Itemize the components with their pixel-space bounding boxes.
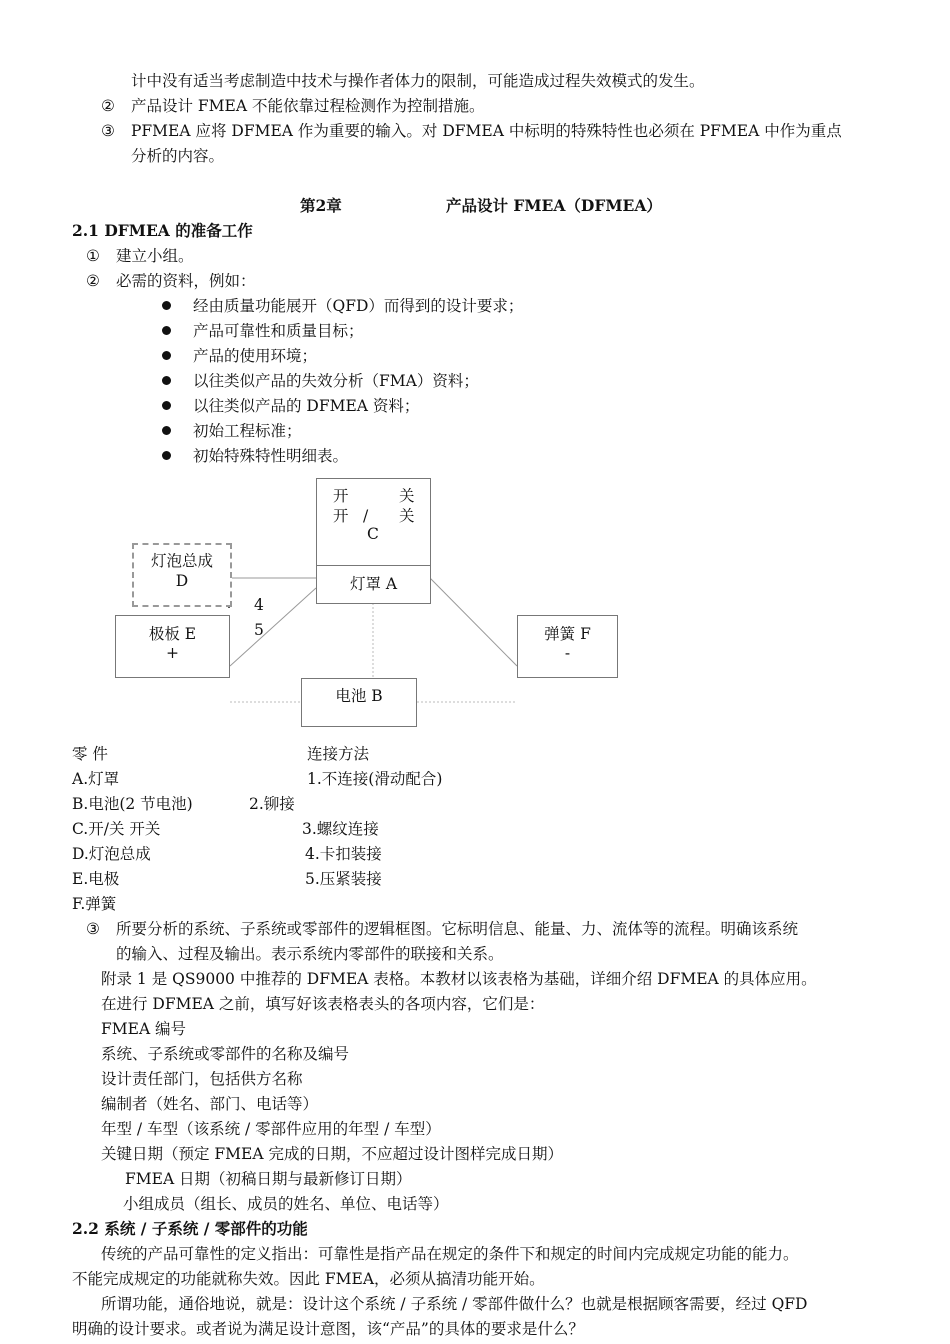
part-name: C.开/关 开关	[72, 820, 161, 838]
connection-method: 5.压紧装接	[305, 870, 382, 888]
intro-item3-line1: PFMEA 应将 DFMEA 作为重要的输入。对 DFMEA 中标明的特殊特性也必须在 PFMEA 中作为重点	[131, 122, 842, 140]
shade-label: 灯罩 A	[349, 575, 398, 593]
item3-number: ③	[86, 920, 100, 938]
connection-number-5: 5	[254, 621, 264, 639]
part-name: E.电极	[72, 870, 120, 888]
header-field: FMEA 日期（初稿日期与最新修订日期）	[125, 1170, 412, 1188]
item3-line2: 的输入、过程及输出。表示系统内零部件的联接和关系。	[116, 945, 504, 963]
s22-paragraph1-line1: 传统的产品可靠性的定义指出：可靠性是指产品在规定的条件下和规定的时间内完成规定功能的能力。	[101, 1245, 799, 1263]
intro-item2: 产品设计 FMEA 不能依靠过程检测作为控制措施。	[131, 97, 485, 115]
s21-item1-number: ①	[86, 247, 100, 265]
header-field: 系统、子系统或零部件的名称及编号	[101, 1045, 350, 1063]
header-field: 年型 / 车型（该系统 / 零部件应用的年型 / 车型）	[101, 1120, 441, 1138]
header-field: FMEA 编号	[101, 1020, 187, 1038]
switch-label-open: 开	[333, 507, 349, 525]
s21-item2-number: ②	[86, 272, 100, 290]
switch-label-separator: /	[363, 507, 369, 525]
intro-item3-number: ③	[101, 122, 115, 140]
connection-method: 3.螺纹连接	[302, 820, 379, 838]
switch-label-close: 关	[399, 507, 415, 525]
parts-header: 零 件	[72, 745, 108, 763]
list-item: 以往类似产品的失效分析（FMA）资料；	[193, 372, 479, 390]
connection-method: 2.铆接	[249, 795, 295, 813]
header-field: 关键日期（预定 FMEA 完成的日期，不应超过设计图样完成日期）	[101, 1145, 563, 1163]
switch-label-close: 关	[399, 487, 415, 505]
part-name: A.灯罩	[72, 770, 120, 788]
part-name: F.弹簧	[72, 895, 117, 913]
intro-item2-number: ②	[101, 97, 115, 115]
list-item: 初始工程标准；	[193, 422, 302, 440]
connection-method: 1.不连接(滑动配合)	[307, 770, 443, 788]
list-item: 产品可靠性和质量目标；	[193, 322, 364, 340]
list-item: 产品的使用环境；	[193, 347, 318, 365]
s21-item2: 必需的资料，例如：	[116, 272, 256, 290]
list-item: 初始特殊特性明细表。	[193, 447, 349, 465]
spring-label: 弹簧 F	[544, 625, 591, 643]
switch-label-letter: C	[367, 525, 379, 543]
spring-polarity: -	[564, 644, 571, 662]
bulb-assembly-label: 灯泡总成	[150, 552, 213, 570]
list-item: 以往类似产品的 DFMEA 资料；	[193, 397, 420, 415]
header-field: 设计责任部门，包括供方名称	[101, 1070, 303, 1088]
switch-label-open: 开	[333, 487, 349, 505]
item3-line1: 所要分析的系统、子系统或零部件的逻辑框图。它标明信息、能量、力、流体等的流程。明确该系统	[116, 920, 799, 938]
list-item: 经由质量功能展开（QFD）而得到的设计要求；	[193, 297, 524, 315]
chapter-number: 第2章	[300, 196, 342, 215]
appendix-note: 附录 1 是 QS9000 中推荐的 DFMEA 表格。本教材以该表格为基础，详细介绍 DFMEA 的具体应用。	[101, 970, 817, 988]
battery-label: 电池 B	[335, 687, 383, 705]
plate-label: 极板 E	[148, 625, 197, 643]
part-name: B.电池(2 节电池)	[72, 795, 193, 813]
s22-paragraph2-line2: 明确的设计要求。或者说为满足设计意图，该“产品”的具体的要求是什么？	[72, 1320, 584, 1338]
connection-header: 连接方法	[307, 745, 370, 763]
bulb-assembly-letter: D	[175, 572, 189, 590]
chapter-title: 产品设计 FMEA（DFMEA）	[446, 196, 662, 215]
connection-number-4: 4	[254, 596, 264, 614]
part-name: D.灯泡总成	[72, 845, 151, 863]
header-field: 小组成员（组长、成员的姓名、单位、电话等）	[123, 1195, 449, 1213]
section-2-1-heading: 2.1 DFMEA 的准备工作	[72, 221, 253, 240]
intro-continuation: 计中没有适当考虑制造中技术与操作者体力的限制，可能造成过程失效模式的发生。	[131, 72, 705, 90]
intro-item3-line2: 分析的内容。	[131, 147, 225, 165]
s22-paragraph2-line1: 所谓功能，通俗地说，就是：设计这个系统 / 子系统 / 零部件做什么？也就是根据顾客需要，经过 QFD	[101, 1295, 808, 1313]
header-field: 编制者（姓名、部门、电话等）	[101, 1095, 319, 1113]
plate-polarity: +	[166, 644, 179, 662]
section-2-2-heading: 2.2 系统 / 子系统 / 零部件的功能	[72, 1219, 308, 1238]
header-fields-intro: 在进行 DFMEA 之前，填写好该表格表头的各项内容，它们是：	[101, 995, 545, 1013]
connection-method: 4.卡扣装接	[305, 845, 382, 863]
s22-paragraph1-line2: 不能完成规定的功能就称失效。因此 FMEA，必须从搞清功能开始。	[72, 1270, 545, 1288]
s21-item1: 建立小组。	[116, 247, 194, 265]
